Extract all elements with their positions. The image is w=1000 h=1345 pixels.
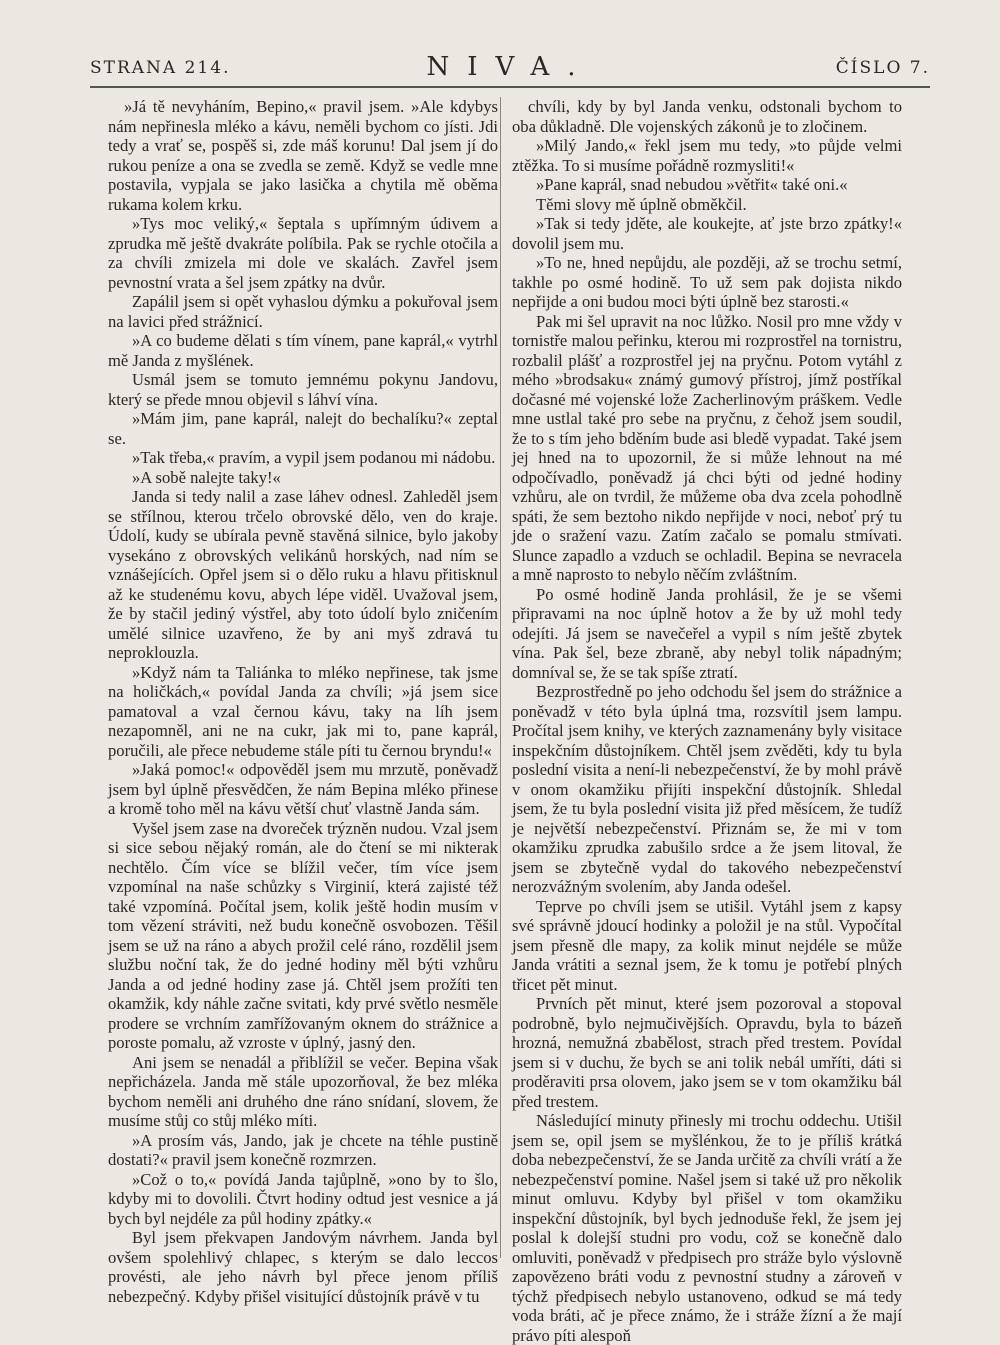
paragraph: Prvních pět minut, které jsem pozoroval a stopoval podrobně, bylo nejmučivějších. Opravdu, byla to bázeň hrozná, nemužná zbabělost, strach před trestem. Povídal jsem si v duchu, že bych se ani tolik nebál umříti, dáti si proděraviti prsa olovem, jako jsem se v tom okamžiku bál před trestem. — [512, 994, 902, 1111]
paragraph: Ani jsem se nenadál a přiblížil se večer. Bepina však nepřicházela. Janda mě stále upozorňoval, že bez mléka bychom neměli ani druhého dne ráno snídaní, slovem, že musíme stůj co stůj mléko míti. — [108, 1052, 498, 1130]
journal-title: NIVA. — [426, 52, 594, 82]
paragraph: Zapálil jsem si opět vyhaslou dýmku a pokuřoval jsem na lavici před strážnicí. — [108, 292, 498, 331]
paragraph: Janda si tedy nalil a zase láhev odnesl. Zahleděl jsem se střílnou, kterou trčelo obrovské dělo, ven do kraje. Údolí, kudy se ubírala pevně stavěná silnice, bylo jakoby vysekáno z obrovských velikánů horských, nad ním se vznášejících. Opřel jsem si o dělo ruku a hlavu přitisknul až ke studenému kovu, abych lépe viděl. Uvažoval jsem, že by stačil jediný výstřel, aby toto údolí bylo zničením umělé silnice uzavřeno, že by ani myš zdravá tu neproklouzla. — [108, 487, 498, 662]
page-header — [90, 50, 930, 88]
paragraph: Teprve po chvíli jsem se utišil. Vytáhl jsem z kapsy své správně jdoucí hodinky a položil je na stůl. Vypočítal jsem přesně dle mapy, za kolik minut nejdéle se může Janda vrátiti a seznal jsem, že k tomu je potřebí plných třicet pět minut. — [512, 896, 902, 994]
paragraph: Těmi slovy mě úplně obměkčil. — [536, 194, 747, 214]
paragraph: »Já tě nevyháním, Bepino,« pravil jsem. »Ale kdybys nám nepřinesla mléko a kávu, neměli bychom co jísti. Jdi tedy a vrať se, pospěš si, zde máš korunu! Dal jsem jí do rukou peníze a ona se zvedla se země. Když se vedle mne postavila, vypjala se jako lasička a chytila mě oběma rukama kolem krku. — [108, 97, 498, 214]
paragraph: »Což o to,« povídá Janda tajůplně, »ono by to šlo, kdyby mi to dovolili. Čtvrt hodiny odtud jest vesnice a já bych byl nejdéle za půl hodiny zpátky.« — [108, 1169, 498, 1228]
paragraph: Po osmé hodině Janda prohlásil, že je se všemi připravami na noc úplně hotov a že by už mohl tedy odejíti. Já jsem se navečeřel a vypil s ním ještě zbytek vína. Pak šel, beze zbraně, aby nebyl tolik nápadným; domníval se, že se tak spíše ztratí. — [512, 584, 902, 682]
paragraph: »Jaká pomoc!« odpověděl jsem mu mrzutě, poněvadž jsem byl úplně přesvědčen, že nám Bepina mléko přinese a kromě toho měl na kávu větší chuť vlastně Janda sám. — [108, 760, 498, 818]
paragraph: »Když nám ta Taliánka to mléko nepřinese, tak jsme na holičkách,« povídal Janda za chvíli; »já jsem sice pamatoval a vzal černou kávu, taky na líh jsem nezapomněl, ani ne na cukr, jak mi to, pane kaprál, poručili, ale přece nebudeme stále píti tu černou bryndu!« — [108, 662, 498, 760]
paragraph: Byl jsem překvapen Jandovým návrhem. Janda byl ovšem spolehlivý chlapec, s kterým se dalo leccos provésti, ale jeho návrh byl přece jenom příliš nebezpečný. Kdyby přišel visitující důstojník právě v tu — [108, 1228, 498, 1306]
left-column — [108, 97, 498, 1306]
paragraph: »To ne, hned nepůjdu, ale později, až se trochu setmí, takhle po osmé hodině. To už sem pak dojista nikdo nepřijde a oni budou moci býti úplně bez starosti.« — [512, 253, 902, 311]
paragraph: »Mám jim, pane kaprál, nalejt do bechalíku?« zeptal se. — [108, 409, 498, 448]
paragraph: »Tak třeba,« pravím, a vypil jsem podanou mi nádobu. — [132, 448, 496, 467]
paragraph: Pak mi šel upravit na noc lůžko. Nosil pro mne vždy v tornistře malou peřinku, kterou mi rozprostřel na tornistru, rozbalil plášť a rozprostřel jej na pryčnu. Potom vytáhl z mého »brodsaku« známý gumový přístroj, jímž postříkal dočasné mé vojenské lože Zacherlinovým práškem. Vedle mne ustlal také pro sebe na pryčnu, z čehož jsem soudil, že to s tím jeho bděním bude asi bledě vypadat. Také jsem jej hned na to upozornil, že si může lehnout na mé odpočívadlo, poněvadž já chci býti od jedné hodiny vzhůru, ale on tvrdil, že můžeme oba dva zcela pohodlně spáti, že sem beztoho nikdo nepřijde v noci, neboť prý tu jde o sražení vazu. Zatím začalo se pomalu stmívati. Slunce zapadlo a vzduch se ochladil. Bepina se nevracela a mně naprosto to nebylo něčím zvláštním. — [512, 311, 902, 584]
paragraph: Usmál jsem se tomuto jemnému pokynu Jandovu, který se přede mnou objevil s láhví vína. — [108, 370, 498, 409]
paragraph: »A co budeme dělati s tím vínem, pane kaprál,« vytrhl mě Janda z myšlének. — [108, 331, 498, 370]
paragraph: »A prosím vás, Jando, jak je chcete na téhle pustině dostati?« pravil jsem konečně rozmrzen. — [108, 1130, 498, 1169]
paragraph: Následující minuty přinesly mi trochu oddechu. Utišil jsem se, opil jsem se myšlénkou, že to je příliš krátká doba nebezpečenství, že se Janda určitě za chvíli vrátí a že nebezpečenství pomine. Našel jsem si také už pro několik minut omluvu. Kdyby byl přišel v tom okamžiku inspekční důstojník, byl bych jednoduše řekl, že jsem jej poslal k dolejší studni pro vodu, což se konečně dalo omluviti, poněvadž v předpisech pro stráže bylo výslovně zapovězeno bráti vodu z pevnostní studny a zároveň v týchž předpisech nebylo ustanoveno, odkud se má tedy voda bráti, ač je přece známo, že i stráže žízní a že mají právo píti alespoň — [512, 1111, 902, 1345]
paragraph: »Milý Jando,« řekl jsem mu tedy, »to půjde velmi ztěžka. To si musíme pořádně rozmysliti!« — [512, 136, 902, 175]
issue-number: ČÍSLO 7. — [835, 58, 930, 78]
paragraph: »A sobě nalejte taky!« — [132, 467, 281, 487]
paragraph: »Tak si tedy jděte, ale koukejte, ať jste brzo zpátky!« dovolil jsem mu. — [512, 214, 902, 253]
page-number: STRANA 214. — [90, 58, 231, 78]
column-divider — [500, 97, 501, 1258]
paragraph: chvíli, kdy by byl Janda venku, odstonali bychom to oba důkladně. Dle vojenských zákonů je to zločinem. — [512, 97, 902, 136]
paragraph: »Tys moc veliký,« šeptala s upřímným údivem a zprudka mě ještě dvakráte políbila. Pak se rychle otočila a za chvíli zmizela mi dole ve skalách. Zavřel jsem pevnostní vrata a šel jsem zpátky na dvůr. — [108, 214, 498, 292]
paragraph: Vyšel jsem zase na dvoreček trýzněn nudou. Vzal jsem si sice sebou nějaký román, ale do čtení se mi nikterak nechtělo. Čím více se blížil večer, tím více jsem vzpomínal na naše schůzky s Virginií, která zajisté též také vzpomíná. Počítal jsem, kolik ještě hodin musím v tom vězení stráviti, než budu konečně osvobozen. Těšil jsem se už na ráno a abych prožil celé ráno, rozdělil jsem službu noční tak, že do jedné hodiny měl býti vzhůru Janda a od jedné hodiny zase já. Chtěl jsem prožíti ten okamžik, kdy náhle začne svitati, kdy prvé světlo nesměle prodere se vrchním zamřížovaným oknem do strážnice a poroste pomalu, až vzroste v úplný, jasný den. — [108, 818, 498, 1052]
right-column — [512, 97, 902, 1345]
paragraph: »Pane kaprál, snad nebudou »větřit« také oni.« — [536, 175, 848, 194]
paragraph: Bezprostředně po jeho odchodu šel jsem do strážnice a poněvadž v této byla úplná tma, rozsvítil jsem lampu. Pročítal jsem knihy, ve kterých zaznamenány byly visitace inspekčním důstojníkem. Chtěl jsem zvěděti, kdy tu byla poslední visita a není-li nebezpečenství, že by mohl právě v onom okamžiku přijíti inspekční důstojník. Shledal jsem, že tu byla poslední visita již před měsícem, že tudíž je největší nebezpečenství. Přiznám se, že mi v tom okamžiku zprudka zabušilo srdce a že jsem litoval, že jsem se zbytečně vydal do takového nebezpečenství nerozvážným svolením, aby Janda odešel. — [512, 682, 902, 896]
